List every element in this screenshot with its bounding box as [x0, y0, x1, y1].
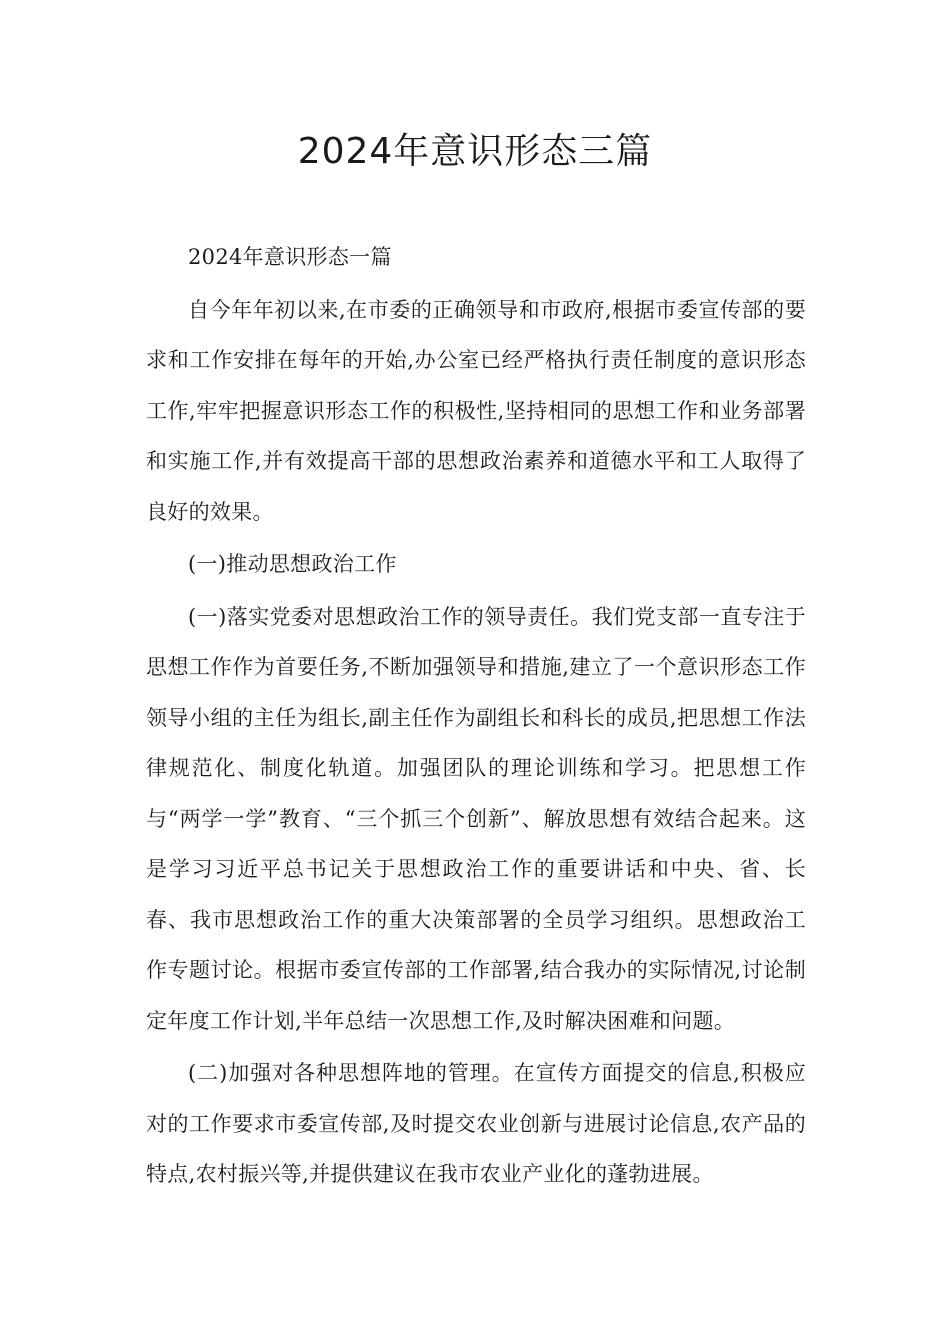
paragraph: 自今年年初以来,在市委的正确领导和市政府,根据市委宣传部的要求和工作安排在每年的开始,办公室已经严格执行责任制度的意识形态工作,牢牢把握意识形态工作的积极性,坚持相同的思想工作和业务部署和实施工作,并有效提高干部的思想政治素养和道德水平和工人取得了良好的效果。 [146, 297, 806, 524]
document-body [146, 232, 806, 1202]
subsection-heading: (一)推动思想政治工作 [188, 552, 397, 576]
section-heading: 2024年意识形态一篇 [188, 245, 392, 269]
document-title: 2024年意识形态三篇 [297, 131, 653, 172]
paragraph: (二)加强对各种思想阵地的管理。在宣传方面提交的信息,积极应对的工作要求市委宣传部,及时提交农业创新与进展讨论信息,农产品的特点,农村振兴等,并提供建议在我市农业产业化的蓬勃进展。 [146, 1061, 806, 1186]
paragraph: (一)落实党委对思想政治工作的领导责任。我们党支部一直专注于思想工作作为首要任务,不断加强领导和措施,建立了一个意识形态工作领导小组的主任为组长,副主任作为副组长和科长的成员,把思想工作法律规范化、制度化轨道。加强团队的理论训练和学习。把思想工作与“两学一学”教育、“三个抓三个创新”、解放思想有效结合起来。这是学习习近平总书记关于思想政治工作的重要讲话和中央、省、长春、我市思想政治工作的重大决策部署的全员学习组织。思想政治工作专题讨论。根据市委宣传部的工作部署,结合我办的实际情况,讨论制定年度工作计划,半年总结一次思想工作,及时解决困难和问题。 [146, 604, 806, 1033]
